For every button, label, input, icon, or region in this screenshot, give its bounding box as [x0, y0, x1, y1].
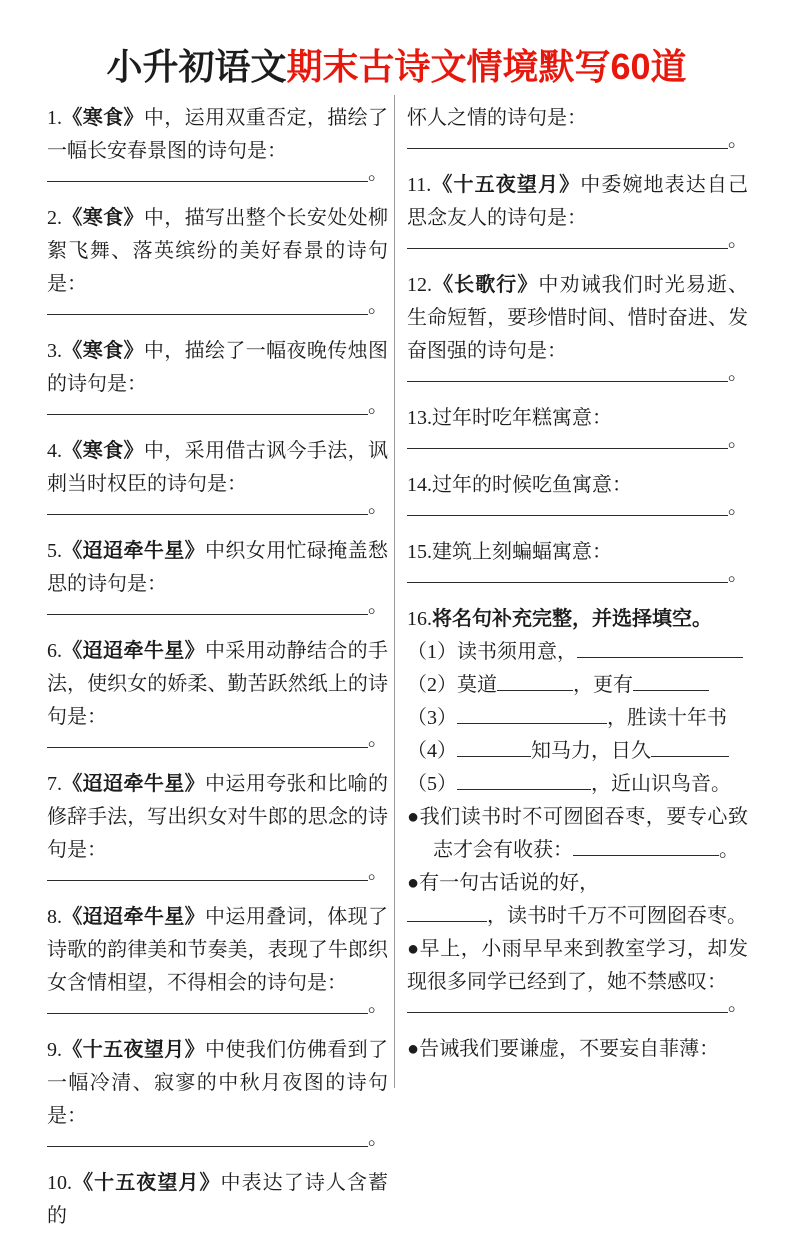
book-title: 《十五夜望月》: [72, 1172, 221, 1194]
question-number: 1.: [47, 107, 62, 129]
question-16-item-3: [407, 702, 748, 735]
period: 。: [719, 839, 739, 861]
question-16-item-5: [407, 768, 748, 801]
book-title: 《寒食》: [62, 340, 144, 362]
bullet-item-2-line2: [407, 900, 748, 933]
question-text: 怀人之情的诗句是：: [407, 107, 587, 129]
item-text: 知马力，日久: [531, 740, 651, 762]
question-text: 建筑上刻蝙蝠寓意：: [432, 541, 612, 563]
question-text: 中采用动静结合的手法，使织女的娇柔、勤苦跃然纸上的诗句是：: [47, 640, 388, 728]
answer-blank: [47, 595, 388, 617]
question-text: 中，描写出整个长安处处柳絮飞舞、落英缤纷的美好春景的诗句是：: [47, 207, 388, 295]
bullet-item-1: [407, 801, 748, 867]
answer-blank: [407, 563, 748, 585]
question-13: [407, 402, 748, 435]
question-text: 中运用夸张和比喻的修辞手法，写出织女对牛郎的思念的诗句是：: [47, 773, 388, 861]
item-text: （1）读书须用意，: [407, 641, 577, 663]
answer-line: [407, 568, 728, 583]
question-text: 中表达了诗人含蓄的: [47, 1172, 389, 1227]
fill-blank: [577, 655, 743, 658]
question-text: 中，描绘了一幅夜晚传烛图的诗句是：: [47, 340, 388, 395]
question-text: 中，采用借古讽今手法，讽刺当时权臣的诗句是：: [47, 440, 388, 495]
book-title: 《寒食》: [62, 107, 144, 129]
bullet-item-2-line1: [407, 867, 748, 900]
question-number: 5.: [47, 540, 62, 562]
question-12: [407, 269, 748, 368]
answer-blank: [407, 362, 748, 384]
item-text: （4）: [407, 740, 457, 762]
book-title: 《寒食》: [62, 440, 144, 462]
period: 。: [728, 496, 748, 518]
period: 。: [728, 429, 748, 451]
period: 。: [728, 362, 748, 384]
item-text: （5）: [407, 773, 457, 795]
question-text: 中委婉地表达自己思念友人的诗句是：: [407, 174, 749, 229]
answer-blank: [47, 162, 388, 184]
question-8: [47, 901, 388, 1000]
bullet-text: ，读书时千万不可囫囵吞枣。: [487, 905, 747, 927]
fill-blank: [633, 688, 709, 691]
fill-blank: [457, 754, 531, 757]
period: 。: [728, 229, 748, 251]
answer-line: [407, 367, 728, 382]
item-text: ，胜读十年书: [607, 707, 727, 729]
answer-line: [407, 998, 728, 1013]
book-title: 《十五夜望月》: [431, 174, 581, 196]
answer-blank: [407, 496, 748, 518]
bullet-text: ●有一句古话说的好，: [407, 872, 600, 894]
answer-line: [47, 1132, 368, 1147]
question-number: 6.: [47, 640, 62, 662]
question-11: [407, 169, 748, 235]
answer-line: [47, 300, 368, 315]
question-number: 10.: [47, 1172, 72, 1194]
question-text: 中劝诫我们时光易逝、生命短暂，要珍惜时间、惜时奋进、发奋图强的诗句是：: [407, 274, 749, 362]
bullet-text: ●早上，小雨早早来到教室学习，却发现很多同学已经到了，她不禁感叹：: [407, 938, 748, 993]
book-title: 《迢迢牵牛星》: [62, 906, 205, 928]
answer-line: [407, 434, 728, 449]
fill-blank: [497, 688, 573, 691]
period: 。: [368, 495, 388, 517]
answer-blank: [47, 495, 388, 517]
column-divider: [394, 95, 395, 1088]
book-title: 《迢迢牵牛星》: [62, 773, 205, 795]
period: 。: [368, 295, 388, 317]
question-number: 11.: [407, 174, 432, 196]
question-16-item-4: [407, 735, 748, 768]
bullet-text: ●告诫我们要谦虚，不要妄自菲薄：: [407, 1038, 720, 1060]
question-number: 2.: [47, 207, 62, 229]
answer-blank: [407, 993, 748, 1015]
question-2: [47, 202, 388, 301]
question-5: [47, 535, 388, 601]
question-number: 9.: [47, 1039, 62, 1061]
answer-blank: [407, 229, 748, 251]
answer-line: [407, 234, 728, 249]
question-number: 8.: [47, 906, 62, 928]
item-text: （3）: [407, 707, 457, 729]
answer-line: [47, 866, 368, 881]
period: 。: [728, 563, 748, 585]
book-title: 《十五夜望月》: [62, 1039, 205, 1061]
question-text: 中织女用忙碌掩盖愁思的诗句是：: [47, 540, 388, 595]
fill-blank: [457, 721, 607, 724]
question-text: 将名句补充完整，并选择填空。: [432, 608, 712, 630]
question-number: 15.: [407, 541, 432, 563]
answer-line: [47, 500, 368, 515]
answer-blank: [47, 395, 388, 417]
fill-blank: [651, 754, 729, 757]
question-text: 过年的时候吃鱼寓意：: [432, 474, 632, 496]
title-highlight: 期末古诗文情境默写60道: [286, 46, 687, 87]
question-3: [47, 335, 388, 401]
answer-blank: [47, 861, 388, 883]
question-15: [407, 536, 748, 569]
answer-line: [47, 999, 368, 1014]
question-16-item-2: [407, 669, 748, 702]
title-prefix: 小升初语文: [106, 46, 287, 87]
question-7: [47, 768, 388, 867]
question-number: 3.: [47, 340, 62, 362]
fill-blank: [407, 919, 487, 922]
question-10-continuation: [407, 102, 748, 135]
question-text: 中，运用双重否定，描绘了一幅长安春景图的诗句是：: [47, 107, 388, 162]
question-number: 16.: [407, 608, 432, 630]
period: 。: [368, 1127, 388, 1149]
period: 。: [368, 595, 388, 617]
fill-blank: [573, 853, 719, 856]
fill-blank: [457, 787, 591, 790]
question-number: 13.: [407, 407, 432, 429]
period: 。: [728, 993, 748, 1015]
period: 。: [728, 129, 748, 151]
question-16-item-1: [407, 636, 748, 669]
book-title: 《寒食》: [62, 207, 144, 229]
question-text: 中使我们仿佛看到了一幅冷清、寂寥的中秋月夜图的诗句是：: [47, 1039, 388, 1127]
item-text: ，近山识鸟音。: [591, 773, 731, 795]
answer-line: [407, 501, 728, 516]
answer-blank: [47, 295, 388, 317]
question-text: 中运用叠词，体现了诗歌的韵律美和节奏美，表现了牛郎织女含情相望，不得相会的诗句是：: [47, 906, 388, 994]
page-title: [0, 42, 793, 92]
book-title: 《长歌行》: [432, 274, 539, 296]
book-title: 《迢迢牵牛星》: [62, 540, 205, 562]
right-column: [407, 102, 748, 1066]
answer-blank: [407, 129, 748, 151]
question-number: 12.: [407, 274, 432, 296]
period: 。: [368, 861, 388, 883]
period: 。: [368, 994, 388, 1016]
answer-line: [47, 400, 368, 415]
question-number: 14.: [407, 474, 432, 496]
answer-line: [47, 733, 368, 748]
question-number: 4.: [47, 440, 62, 462]
answer-line: [407, 134, 728, 149]
question-16-heading: [407, 603, 748, 636]
question-1: [47, 102, 388, 168]
answer-blank: [407, 429, 748, 451]
question-6: [47, 635, 388, 734]
question-10: [47, 1167, 388, 1233]
answer-line: [47, 167, 368, 182]
answer-blank: [47, 728, 388, 750]
answer-blank: [47, 994, 388, 1016]
question-4: [47, 435, 388, 501]
bullet-item-3: [407, 933, 748, 999]
item-text: （2）莫道: [407, 674, 497, 696]
question-number: 7.: [47, 773, 62, 795]
period: 。: [368, 728, 388, 750]
period: 。: [368, 395, 388, 417]
bullet-item-4: [407, 1033, 748, 1066]
period: 。: [368, 162, 388, 184]
book-title: 《迢迢牵牛星》: [62, 640, 205, 662]
item-text: ，更有: [573, 674, 633, 696]
answer-blank: [47, 1127, 388, 1149]
question-9: [47, 1034, 388, 1133]
left-column: [47, 102, 388, 1233]
question-text: 过年时吃年糕寓意：: [432, 407, 612, 429]
question-14: [407, 469, 748, 502]
bullet-text: ●我们读书时不可囫囵吞枣，要专心致志才会有收获：: [407, 806, 748, 861]
answer-line: [47, 600, 368, 615]
